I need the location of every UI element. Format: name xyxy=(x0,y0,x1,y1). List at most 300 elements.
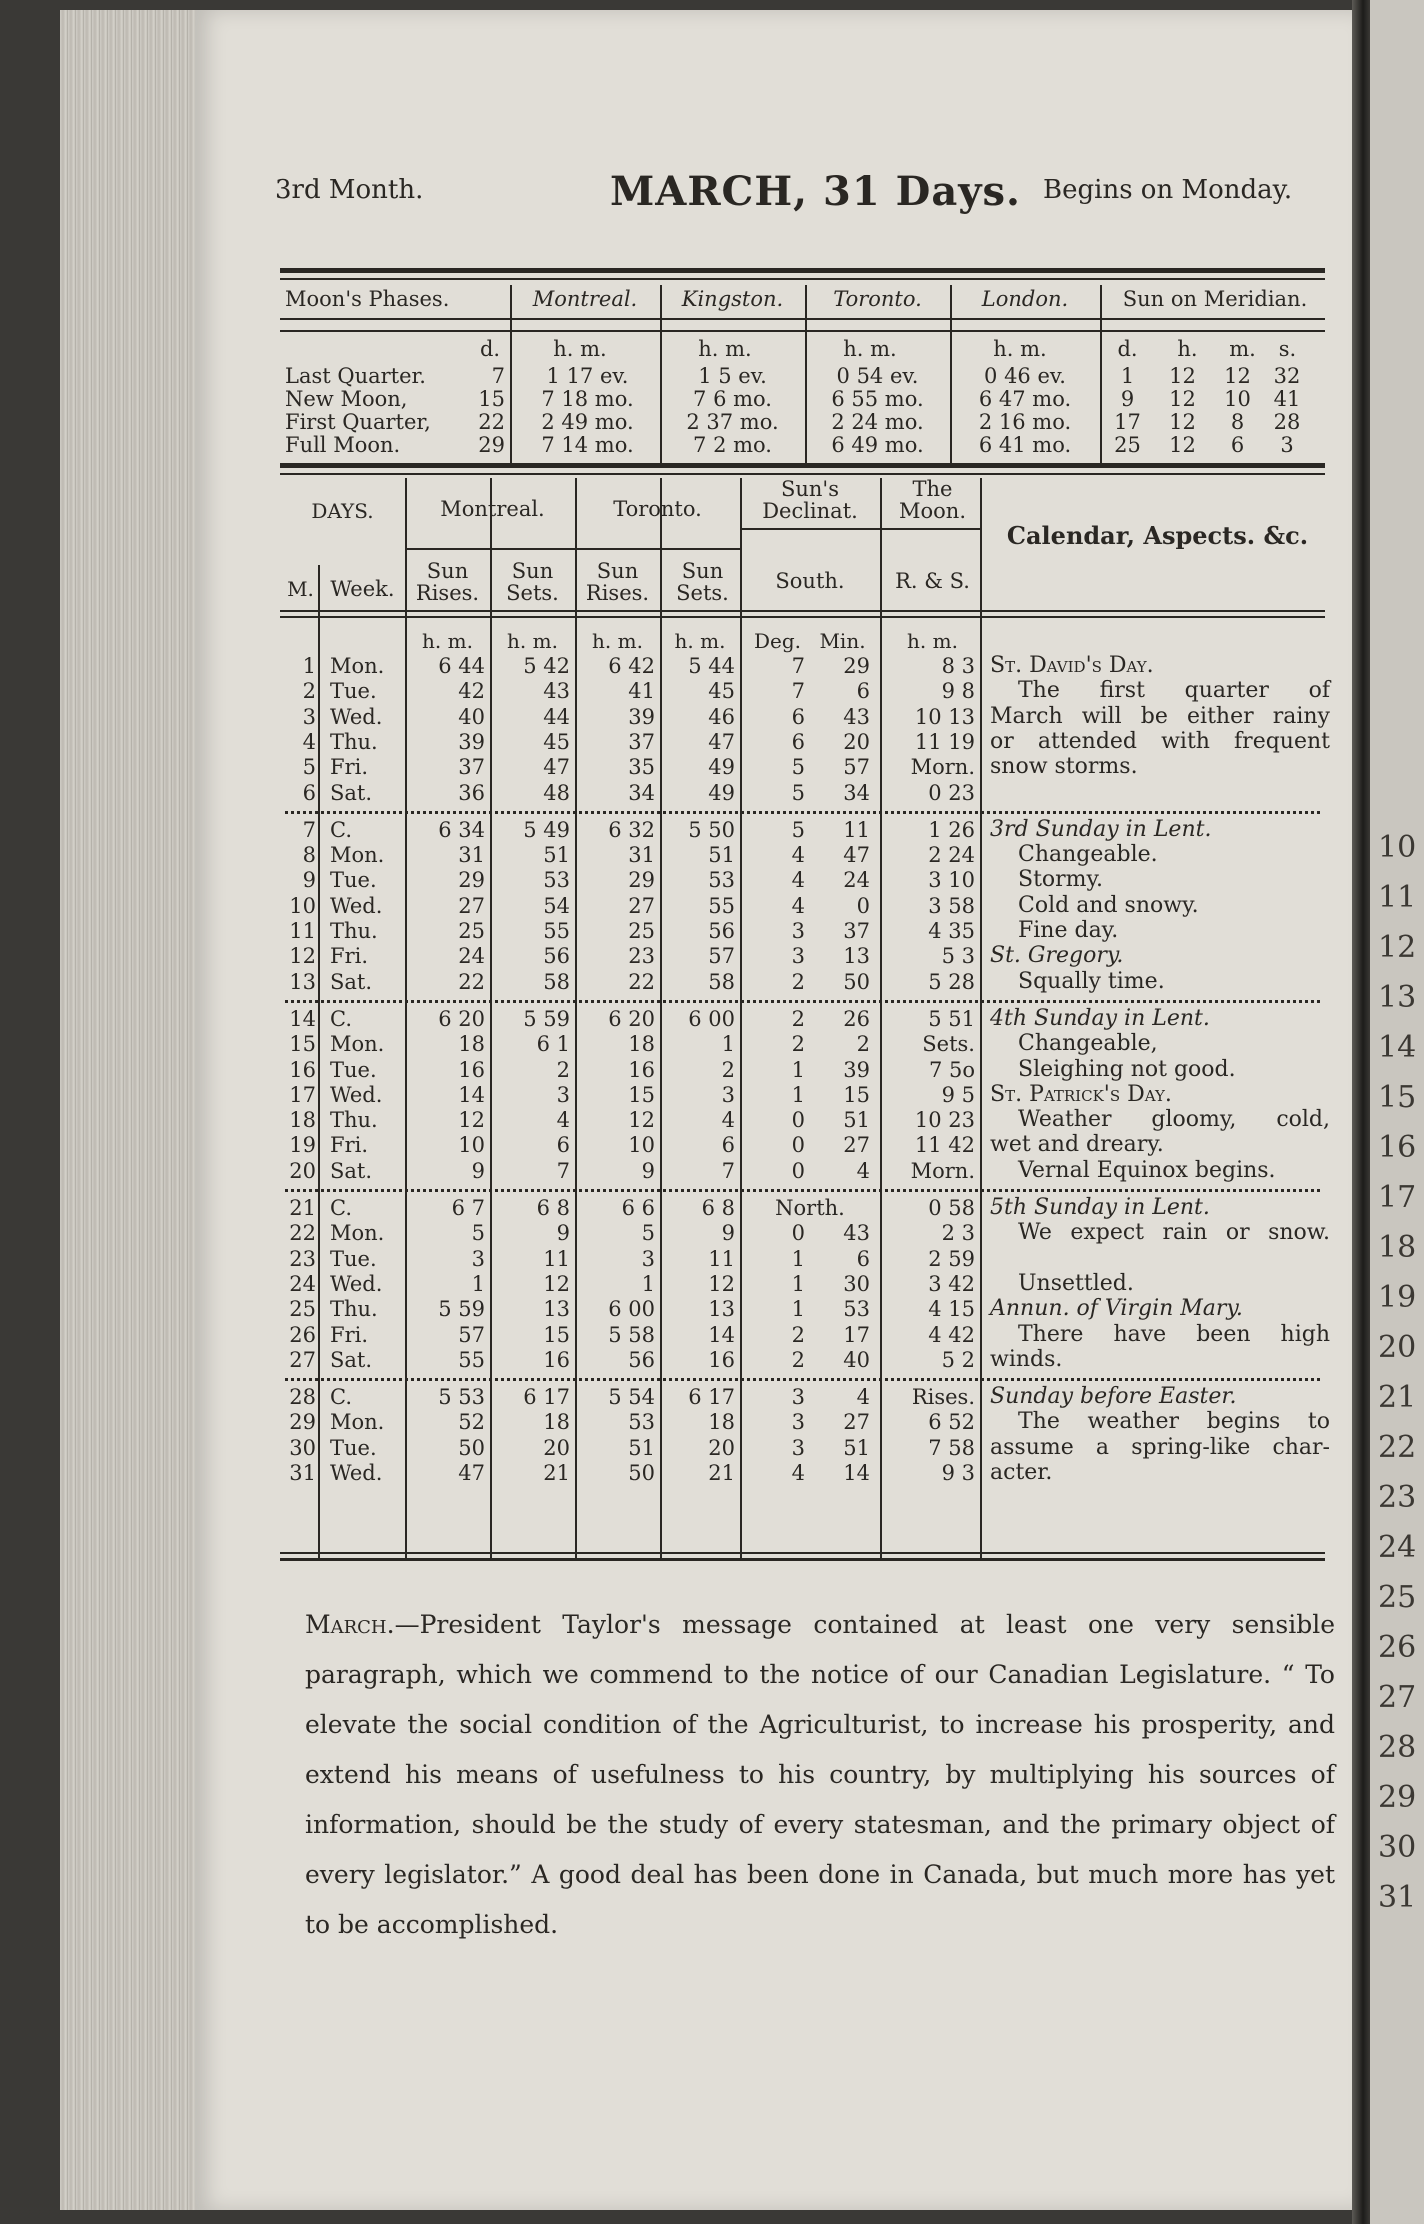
montreal-sunrise: 29 xyxy=(458,868,485,893)
declination-min: 17 xyxy=(843,1322,870,1347)
day-of-week: C. xyxy=(330,1196,352,1220)
toronto-sunrise: 6 20 xyxy=(608,1006,655,1031)
meridian-day: 9 xyxy=(1120,387,1135,411)
facing-page-number: 28 xyxy=(1378,1730,1417,1765)
montreal-sunrise: 40 xyxy=(458,704,485,729)
declination-min: 0 xyxy=(856,893,870,918)
table-rule xyxy=(280,610,1325,612)
day-of-week: Tue. xyxy=(330,679,377,704)
facing-page-number: 26 xyxy=(1378,1630,1417,1665)
declination-min: 11 xyxy=(843,817,870,842)
london-time: 0 46 ev. xyxy=(984,364,1066,388)
facing-page-number: 25 xyxy=(1378,1580,1417,1615)
declination-deg: 1 xyxy=(791,1082,805,1107)
facing-page-number: 30 xyxy=(1378,1830,1417,1865)
toronto-sunset: 16 xyxy=(708,1347,735,1372)
montreal-sunset: 6 17 xyxy=(523,1385,570,1410)
toronto-time: 2 24 mo. xyxy=(831,410,924,434)
moon-rise-set: 5 3 xyxy=(941,944,975,969)
moon-rise-set: 2 3 xyxy=(941,1221,975,1246)
montreal-sunrise: 5 53 xyxy=(438,1385,485,1410)
toronto-sunrise: 15 xyxy=(628,1082,655,1107)
unit-label: Min. xyxy=(819,629,866,653)
meridian-min: 10 xyxy=(1224,387,1251,411)
toronto-sunrise: 5 58 xyxy=(608,1322,655,1347)
facing-page-number: 16 xyxy=(1378,1130,1417,1165)
day-of-month: 10 xyxy=(289,893,316,918)
moon-rise-set: 4 35 xyxy=(928,919,975,943)
declination-deg: 7 xyxy=(791,679,805,704)
day-of-month: 25 xyxy=(289,1297,316,1322)
day-of-week: Fri. xyxy=(330,1322,369,1347)
kingston-time: 2 37 mo. xyxy=(686,410,779,434)
day-of-month: 22 xyxy=(289,1221,316,1246)
toronto-sunrise: 50 xyxy=(628,1461,655,1485)
toronto-sunrise: 25 xyxy=(628,919,655,943)
column-rule xyxy=(950,285,952,465)
toronto-sunset: 51 xyxy=(708,843,735,868)
declination-min: 51 xyxy=(843,1435,870,1460)
toronto-sunrise: 5 xyxy=(641,1221,655,1246)
toronto-sunset: 6 8 xyxy=(701,1196,735,1220)
declination-deg: 3 xyxy=(791,1435,805,1460)
facing-page-number: 24 xyxy=(1378,1530,1417,1565)
day-of-week: Tue. xyxy=(330,868,377,893)
day-of-month: 24 xyxy=(289,1271,316,1296)
montreal-sunrise: 27 xyxy=(458,893,485,918)
aspect-line: St. David's Day. xyxy=(990,653,1154,678)
header-sun-time: Rises. xyxy=(585,581,650,605)
toronto-sunrise: 39 xyxy=(628,704,655,729)
day-of-month: 8 xyxy=(302,843,316,868)
montreal-sunset: 13 xyxy=(543,1297,570,1322)
toronto-sunrise: 31 xyxy=(628,843,655,868)
toronto-sunrise: 37 xyxy=(628,729,655,754)
header-moon: Moon. xyxy=(899,499,966,523)
montreal-sunset: 44 xyxy=(543,704,570,729)
table-rule xyxy=(280,330,1325,332)
header-declination: Sun's xyxy=(781,477,839,501)
facing-page-number: 23 xyxy=(1378,1480,1417,1515)
montreal-sunset: 11 xyxy=(543,1246,570,1271)
moon-header: Moon's Phases. xyxy=(285,287,450,311)
day-of-week: Mon. xyxy=(330,843,385,868)
week-separator xyxy=(285,1000,1320,1003)
toronto-sunrise: 18 xyxy=(628,1032,655,1057)
declination-deg: 6 xyxy=(791,704,805,729)
toronto-sunset: 3 xyxy=(721,1082,735,1107)
montreal-sunrise: 12 xyxy=(458,1108,485,1133)
page-title: MARCH, 31 Days. xyxy=(610,168,1021,215)
day-of-month: 12 xyxy=(289,944,316,969)
declination-min: 51 xyxy=(843,1108,870,1133)
declination-deg: 0 xyxy=(791,1221,805,1246)
toronto-sunset: 55 xyxy=(708,893,735,918)
day-of-month: 30 xyxy=(289,1435,316,1460)
moon-unit: d. xyxy=(1117,337,1138,361)
aspect-line: March will be either rainy xyxy=(990,703,1330,729)
declination-min: 40 xyxy=(843,1347,870,1372)
declination-deg: 0 xyxy=(791,1108,805,1133)
moon-phase-name: First Quarter, xyxy=(285,410,431,434)
moon-unit: m. xyxy=(1229,337,1256,361)
montreal-sunrise: 25 xyxy=(458,919,485,943)
moon-rise-set: 3 58 xyxy=(928,893,975,918)
toronto-sunset: 56 xyxy=(708,919,735,943)
montreal-sunrise: 5 xyxy=(471,1221,485,1246)
toronto-sunset: 13 xyxy=(708,1297,735,1322)
unit-label: h. m. xyxy=(592,629,643,653)
day-of-month: 4 xyxy=(302,729,316,754)
meridian-hour: 12 xyxy=(1169,410,1196,434)
aspect-line: Sunday before Easter. xyxy=(990,1384,1237,1410)
montreal-sunrise: 3 xyxy=(471,1246,485,1271)
moon-rise-set: 5 51 xyxy=(928,1006,975,1031)
montreal-sunset: 54 xyxy=(543,893,570,918)
moon-rise-set: 6 52 xyxy=(928,1410,975,1435)
toronto-sunset: 53 xyxy=(708,868,735,893)
aspect-line: The first quarter of xyxy=(1018,678,1330,704)
column-rule xyxy=(1100,285,1102,465)
header-sun-time: Sun xyxy=(426,559,469,583)
kingston-time: 1 5 ev. xyxy=(698,364,767,388)
top-double-rule xyxy=(280,268,1325,273)
kingston-time: 7 2 mo. xyxy=(693,433,772,457)
toronto-sunset: 49 xyxy=(708,780,735,805)
day-of-week: Mon. xyxy=(330,654,385,678)
facing-page-number: 11 xyxy=(1378,880,1417,915)
montreal-sunset: 56 xyxy=(543,944,570,969)
day-of-month: 13 xyxy=(289,969,316,994)
montreal-sunset: 9 xyxy=(556,1221,570,1246)
declination-min: 15 xyxy=(843,1082,870,1107)
declination-deg: 7 xyxy=(791,654,805,678)
aspect-line: Vernal Equinox begins. xyxy=(1018,1157,1276,1183)
toronto-sunrise: 53 xyxy=(628,1410,655,1435)
moon-unit: h. m. xyxy=(698,337,752,361)
toronto-sunrise: 23 xyxy=(628,944,655,969)
toronto-sunrise: 34 xyxy=(628,780,655,805)
montreal-sunset: 6 xyxy=(556,1133,570,1158)
declination-min: 43 xyxy=(843,704,870,729)
declination-deg: 5 xyxy=(791,780,805,805)
moon-rise-set: 4 42 xyxy=(928,1322,975,1347)
day-of-month: 7 xyxy=(302,817,316,842)
meridian-min: 12 xyxy=(1224,364,1251,388)
montreal-sunset: 16 xyxy=(543,1347,570,1372)
day-of-month: 15 xyxy=(289,1032,316,1057)
moon-rise-set: 7 58 xyxy=(928,1435,975,1460)
toronto-sunset: 2 xyxy=(721,1057,735,1082)
week-separator xyxy=(285,1378,1320,1381)
moon-unit: h. m. xyxy=(843,337,897,361)
day-of-week: Thu. xyxy=(330,1108,378,1133)
bottom-double-rule xyxy=(280,463,1325,468)
toronto-sunset: 57 xyxy=(708,944,735,969)
header-sun-time: Sun xyxy=(511,559,554,583)
moon-phase-day: 7 xyxy=(491,364,505,388)
declination-deg: 3 xyxy=(791,1385,805,1410)
moon-header: London. xyxy=(981,287,1069,311)
montreal-sunrise: 16 xyxy=(458,1057,485,1082)
moon-rise-set: 0 58 xyxy=(928,1196,975,1220)
day-of-month: 2 xyxy=(302,679,316,704)
column-rule xyxy=(980,478,982,1560)
toronto-time: 6 55 mo. xyxy=(831,387,924,411)
facing-page-number: 22 xyxy=(1378,1430,1417,1465)
montreal-sunrise: 1 xyxy=(471,1271,485,1296)
day-of-week: Wed. xyxy=(330,893,383,918)
moon-phase-name: New Moon, xyxy=(285,387,408,411)
header-days: DAYS. xyxy=(311,499,374,523)
moon-header: Kingston. xyxy=(681,287,784,311)
day-of-week: Fri. xyxy=(330,755,369,780)
table-rule xyxy=(280,473,1325,475)
facing-page-number: 29 xyxy=(1378,1780,1417,1815)
aspect-line: Cold and snowy. xyxy=(1018,892,1199,918)
day-of-week: C. xyxy=(330,1385,352,1410)
facing-page-number: 14 xyxy=(1378,1030,1417,1065)
montreal-sunset: 6 1 xyxy=(536,1032,570,1057)
toronto-sunset: 46 xyxy=(708,704,735,729)
aspect-line: 5th Sunday in Lent. xyxy=(990,1195,1210,1220)
montreal-sunset: 12 xyxy=(543,1271,570,1296)
column-rule xyxy=(805,285,807,465)
table-rule xyxy=(405,548,740,550)
day-of-month: 9 xyxy=(302,868,316,893)
montreal-sunrise: 52 xyxy=(458,1410,485,1435)
toronto-sunset: 12 xyxy=(708,1271,735,1296)
montreal-sunset: 47 xyxy=(543,755,570,780)
toronto-sunrise: 56 xyxy=(628,1347,655,1372)
table-rule xyxy=(280,318,1325,320)
toronto-sunset: 20 xyxy=(708,1435,735,1460)
montreal-sunset: 20 xyxy=(543,1435,570,1460)
moon-rise-set: 7 5o xyxy=(928,1057,975,1082)
toronto-sunset: 6 00 xyxy=(688,1006,735,1031)
toronto-sunset: 4 xyxy=(721,1108,735,1133)
meridian-hour: 12 xyxy=(1169,364,1196,388)
toronto-sunset: 9 xyxy=(721,1221,735,1246)
header-rise-set: R. & S. xyxy=(895,569,970,593)
toronto-sunset: 5 44 xyxy=(688,654,735,678)
montreal-sunrise: 47 xyxy=(458,1461,485,1485)
declination-deg: 0 xyxy=(791,1158,805,1183)
toronto-sunset: 58 xyxy=(708,969,735,994)
montreal-sunrise: 9 xyxy=(471,1158,485,1183)
montreal-sunrise: 14 xyxy=(458,1082,485,1107)
toronto-sunset: 6 xyxy=(721,1133,735,1158)
moon-phase-day: 29 xyxy=(478,433,505,457)
aspect-line: assume a spring-like char- xyxy=(990,1434,1330,1460)
day-of-week: Mon. xyxy=(330,1410,385,1435)
bottom-rule xyxy=(280,1552,1325,1554)
month-number: 3rd Month. xyxy=(275,175,424,205)
header-month-day: M. xyxy=(287,577,314,601)
header-calendar: Calendar, Aspects. &c. xyxy=(1006,521,1309,550)
toronto-sunset: 6 17 xyxy=(688,1385,735,1410)
meridian-min: 8 xyxy=(1230,410,1245,434)
day-of-month: 1 xyxy=(302,654,316,678)
day-of-week: C. xyxy=(330,1006,352,1031)
montreal-sunrise: 6 34 xyxy=(438,817,485,842)
aspect-line: 4th Sunday in Lent. xyxy=(990,1005,1210,1031)
montreal-sunrise: 57 xyxy=(458,1322,485,1347)
montreal-sunset: 5 59 xyxy=(523,1006,570,1031)
day-of-month: 11 xyxy=(289,919,316,943)
toronto-sunrise: 51 xyxy=(628,1435,655,1460)
unit-label: h. m. xyxy=(907,629,958,653)
aspect-line: Unsettled. xyxy=(1018,1270,1134,1296)
moon-rise-set: 1 26 xyxy=(928,817,975,842)
header-south: South. xyxy=(775,569,845,593)
toronto-sunrise: 6 32 xyxy=(608,817,655,842)
toronto-time: 0 54 ev. xyxy=(836,364,919,388)
aspect-line: The weather begins to xyxy=(1018,1409,1330,1435)
facing-page-number: 27 xyxy=(1378,1680,1417,1715)
moon-unit: h. xyxy=(1177,337,1198,361)
header-sun-time: Rises. xyxy=(415,581,480,605)
facing-page-number: 10 xyxy=(1378,830,1417,865)
montreal-sunset: 2 xyxy=(556,1057,570,1082)
montreal-sunrise: 22 xyxy=(458,969,485,994)
moon-rise-set: 9 5 xyxy=(941,1082,975,1107)
header-toronto: Toronto. xyxy=(613,497,702,521)
day-of-month: 17 xyxy=(289,1082,316,1107)
aspect-line: St. Patrick's Day. xyxy=(990,1081,1172,1107)
moon-rise-set: 0 23 xyxy=(928,780,975,805)
moon-header: Montreal. xyxy=(532,287,638,311)
declination-min: 20 xyxy=(843,729,870,754)
declination-deg: 4 xyxy=(791,893,805,918)
declination-deg: 3 xyxy=(791,1410,805,1435)
moon-rise-set: Morn. xyxy=(910,755,975,780)
meridian-sec: 3 xyxy=(1280,433,1294,457)
day-of-month: 31 xyxy=(289,1461,316,1485)
day-of-week: Tue. xyxy=(330,1246,377,1271)
aspect-line: Annun. of Virgin Mary. xyxy=(990,1296,1243,1322)
aspect-line: acter. xyxy=(990,1460,1053,1485)
week-separator xyxy=(285,811,1320,814)
toronto-sunset: 5 50 xyxy=(688,817,735,842)
montreal-sunset: 6 8 xyxy=(536,1196,570,1220)
declination-deg: 5 xyxy=(791,755,805,780)
day-of-month: 28 xyxy=(289,1385,316,1410)
header-sun-time: Sets. xyxy=(506,581,559,605)
meridian-day: 17 xyxy=(1114,410,1141,434)
moon-rise-set: 10 13 xyxy=(914,704,975,729)
moon-rise-set: 11 42 xyxy=(914,1133,975,1158)
declination-deg: 3 xyxy=(791,919,805,943)
moon-rise-set: 5 28 xyxy=(928,969,975,994)
table-rule xyxy=(280,616,1325,618)
montreal-sunrise: 36 xyxy=(458,780,485,805)
day-of-week: Wed. xyxy=(330,1082,383,1107)
declination-min: 24 xyxy=(843,868,870,893)
declination-north: North. xyxy=(775,1196,845,1220)
moon-phase-day: 15 xyxy=(478,387,505,411)
declination-deg: 5 xyxy=(791,817,805,842)
facing-page-number: 12 xyxy=(1378,930,1417,965)
moon-rise-set: 4 15 xyxy=(928,1297,975,1322)
unit-label: h. m. xyxy=(507,629,558,653)
facing-page-number: 18 xyxy=(1378,1230,1417,1265)
declination-min: 26 xyxy=(843,1006,870,1031)
toronto-sunrise: 3 xyxy=(641,1246,655,1271)
facing-page-edge xyxy=(1370,0,1424,2224)
toronto-sunset: 1 xyxy=(721,1032,735,1057)
moon-phase-name: Full Moon. xyxy=(285,433,401,457)
toronto-sunrise: 1 xyxy=(641,1271,655,1296)
montreal-sunset: 18 xyxy=(543,1410,570,1435)
montreal-sunrise: 18 xyxy=(458,1032,485,1057)
meridian-hour: 12 xyxy=(1169,387,1196,411)
moon-phase-name: Last Quarter. xyxy=(285,364,426,388)
meridian-sec: 32 xyxy=(1273,364,1301,388)
column-rule xyxy=(740,478,742,1560)
aspect-line: Fine day. xyxy=(1018,918,1119,943)
montreal-sunrise: 10 xyxy=(458,1133,485,1158)
montreal-sunrise: 55 xyxy=(458,1347,485,1372)
day-of-week: Mon. xyxy=(330,1221,385,1246)
day-of-week: Thu. xyxy=(330,1297,378,1322)
montreal-time: 2 49 mo. xyxy=(541,410,634,434)
montreal-sunset: 55 xyxy=(543,919,570,943)
declination-min: 30 xyxy=(843,1271,870,1296)
day-of-week: Wed. xyxy=(330,1461,383,1485)
day-of-week: Fri. xyxy=(330,944,369,969)
toronto-sunrise: 6 6 xyxy=(621,1196,655,1220)
moon-rise-set: 11 19 xyxy=(914,729,975,754)
table-rule xyxy=(740,528,980,530)
moon-phase-day: 22 xyxy=(478,410,505,434)
meridian-min: 6 xyxy=(1230,433,1245,457)
column-rule xyxy=(880,478,882,1560)
aspect-line: Changeable. xyxy=(1018,842,1158,868)
moon-unit: h. m. xyxy=(993,337,1047,361)
toronto-sunrise: 41 xyxy=(628,679,655,704)
meridian-day: 1 xyxy=(1120,364,1135,388)
column-rule xyxy=(318,565,320,1560)
moon-rise-set: 2 59 xyxy=(928,1246,975,1271)
declination-deg: 0 xyxy=(791,1133,805,1158)
montreal-time: 7 14 mo. xyxy=(541,433,634,457)
toronto-sunrise: 6 42 xyxy=(608,654,655,678)
week-separator xyxy=(285,1189,1320,1192)
header-montreal: Montreal. xyxy=(440,497,545,521)
toronto-sunrise: 35 xyxy=(628,755,655,780)
day-of-month: 3 xyxy=(302,704,316,729)
montreal-time: 1 17 ev. xyxy=(546,364,629,388)
declination-min: 13 xyxy=(843,944,870,969)
declination-min: 4 xyxy=(856,1158,870,1183)
montreal-sunset: 5 42 xyxy=(523,654,570,678)
aspect-line: snow storms. xyxy=(990,754,1138,780)
toronto-sunset: 11 xyxy=(708,1246,735,1271)
toronto-sunset: 18 xyxy=(708,1410,735,1435)
header-moon: The xyxy=(912,477,953,501)
declination-min: 2 xyxy=(856,1032,870,1057)
aspect-line: We expect rain or snow. xyxy=(1018,1220,1330,1246)
unit-label: h. m. xyxy=(422,629,473,653)
day-of-week: Tue. xyxy=(330,1057,377,1082)
toronto-sunrise: 10 xyxy=(628,1133,655,1158)
declination-deg: 3 xyxy=(791,944,805,969)
aspect-line: Squally time. xyxy=(1018,968,1165,994)
unit-label: h. m. xyxy=(674,629,726,653)
montreal-sunrise: 6 44 xyxy=(438,654,485,678)
moon-rise-set: Sets. xyxy=(922,1032,975,1057)
